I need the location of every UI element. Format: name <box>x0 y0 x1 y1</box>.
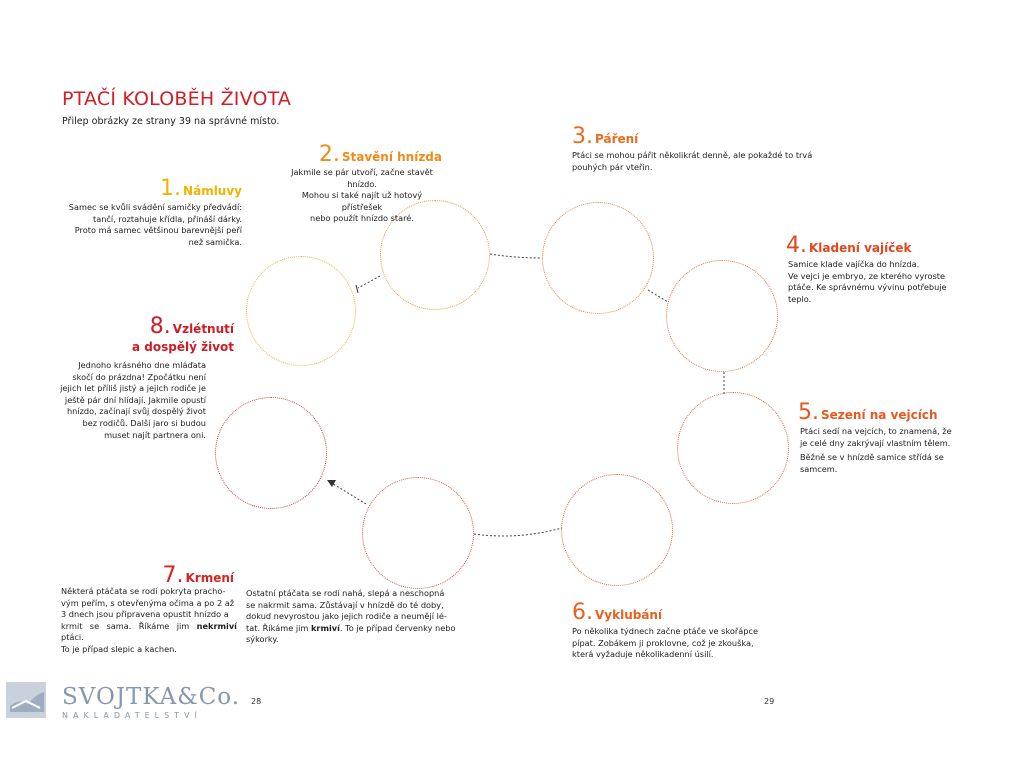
text-line: bez rodičů. Další jaro si budou <box>82 417 206 428</box>
stage-5-text <box>800 426 952 475</box>
connector-6-7 <box>474 528 562 536</box>
text-line: Jakmile se pár utvoří, začne stavět hnízdo. <box>291 167 433 189</box>
text-line: Mohou si také najít už hotový přístřešek <box>301 190 423 212</box>
text-line: vým peřím, s otevřenýma očima a po 2 až <box>61 597 235 608</box>
text-line: tančí, roztahuje křídla, přináší dárky. <box>93 213 242 224</box>
text-line: skočí do prázdna! Zpočátku není <box>72 371 206 382</box>
stage-7-number: 7. <box>162 563 184 588</box>
text-line: nebo použít hnízdo staré. <box>310 213 414 224</box>
stage-6-title <box>572 600 662 625</box>
stage-6-text <box>572 626 758 661</box>
stage-2-number: 2. <box>318 142 340 167</box>
text-line: samcem. <box>800 463 838 474</box>
text-line <box>246 623 455 635</box>
stage-3-number: 3. <box>572 124 593 149</box>
arrow-head-1 <box>356 285 358 293</box>
stage-3-text <box>572 150 812 173</box>
text-line: Ptáci sedí na vejcích, to znamená, že <box>800 426 952 436</box>
text-fragment: ptáci. <box>61 632 84 643</box>
stage-8-title <box>132 314 234 356</box>
stage-8-name-line1: Vzlétnutí <box>172 322 234 336</box>
text-line: je celé dny zakrývají vlastním tělem. <box>800 437 951 448</box>
stage-2-name: Stavění hnízda <box>341 150 442 164</box>
text-line: 3 dnech jsou připravena opustit hnízdo a <box>61 609 229 620</box>
text-bold-term: nekrmiví <box>196 620 237 631</box>
stage-8-text <box>60 360 206 441</box>
text-line: Ostatní ptáčata se rodí nahá, slepá a neschopná <box>246 588 445 598</box>
text-line: Běžně se v hnízdě samice střídá se <box>800 452 944 463</box>
stage-3-title <box>572 124 638 149</box>
stage-7-name: Krmení <box>185 571 234 585</box>
stage-5-name: Sezení na vejcích <box>821 408 938 422</box>
text-line: se nakrmit sama. Zůstávají v hnízdě do té doby, <box>246 599 444 610</box>
text-line: pouhých pár vteřin. <box>572 161 653 172</box>
text-line: Samec se kvůli svádění samičky předvádí: <box>68 202 242 212</box>
text-line: Proto má samec většinou barevnější peří <box>74 225 242 236</box>
text-line: To je případ slepic a kachen. <box>61 643 177 654</box>
publisher-logo-sub: NAKLADATELSTVÍ <box>62 711 202 720</box>
stage-6-number: 6. <box>572 600 593 625</box>
stage-3-name: Páření <box>595 132 639 146</box>
text-line: pípat. Zobákem ji proklovne, což je zkouška, <box>572 637 754 648</box>
text-line: Některá ptáčata se rodí pokryta pracho- <box>61 586 226 596</box>
stage-7b-text <box>246 588 455 646</box>
connector-3-4 <box>648 290 668 302</box>
text-line: než samička. <box>188 236 242 247</box>
text-line: Samice klade vajíčka do hnízda. <box>788 259 920 269</box>
stage-5-number: 5. <box>798 400 819 425</box>
stage-4-number: 4. <box>786 233 807 258</box>
text-line: ptáče. Ke správnému vývinu potřebuje <box>788 282 947 293</box>
text-fragment: tat. Říkáme jim <box>246 622 309 633</box>
connector-2-1 <box>358 276 380 288</box>
text-line: hnízdo, začínají svůj dospělý život <box>66 406 206 417</box>
stage-8-number: 8. <box>149 314 171 339</box>
text-line: Jednoho krásného dne mláďata <box>78 360 206 370</box>
text-line: muset najít partnera oni. <box>104 429 206 440</box>
text-line <box>61 621 237 644</box>
page-title: PTAČÍ KOLOBĚH ŽIVOTA <box>62 88 292 110</box>
connector-2-3 <box>490 254 542 258</box>
stage-1-text <box>69 202 242 248</box>
stage-4-title <box>786 233 911 258</box>
text-line: ještě pár dní hlídají. Jakmile opustí <box>64 394 206 405</box>
stage-1-title <box>160 176 242 201</box>
text-fragment: . To je případ červenky nebo <box>339 622 456 633</box>
text-fragment: krmit se sama. Říkáme jim <box>61 620 190 631</box>
stage-4-text <box>788 259 947 305</box>
publisher-logo-icon <box>6 682 46 718</box>
stage-1-number: 1. <box>160 176 182 201</box>
text-line: jejich let příliš jistý a jejich rodiče je <box>60 383 206 394</box>
connector-7-8 <box>330 482 366 504</box>
stage-4-name: Kladení vajíček <box>809 241 912 255</box>
page-number-right: 29 <box>764 697 775 706</box>
stage-2-text <box>282 167 442 225</box>
stage-8-title-line1 <box>132 314 234 339</box>
stage-6-name: Vyklubání <box>595 608 663 622</box>
text-line: která vyžaduje několikadenní úsilí. <box>572 649 714 660</box>
text-bold-term: krmiví <box>310 622 340 633</box>
stage-7-text <box>61 586 237 656</box>
text-line: sýkorky. <box>246 634 279 645</box>
stage-2-title <box>319 142 442 167</box>
text-line: Po několika týdnech začne ptáče ve skořápce <box>572 626 759 636</box>
stage-8-name-line2: a dospělý život <box>132 340 234 354</box>
arrow-head-8 <box>327 480 336 487</box>
text-line: Ve vejci je embryo, ze kterého vyroste <box>788 270 946 281</box>
text-line: teplo. <box>788 293 812 304</box>
text-line: Ptáci se mohou pářit několikrát denně, ale pokaždé to trvá <box>572 150 813 160</box>
text-line: dokud nevyrostou jako jejich rodiče a neumějí lé- <box>246 611 447 622</box>
page-number-left: 28 <box>251 697 262 706</box>
page-subtitle: Přilep obrázky ze strany 39 na správné místo. <box>62 116 280 127</box>
stage-7-title <box>162 563 234 588</box>
stage-5-title <box>798 400 938 425</box>
stage-1-name: Námluvy <box>183 184 242 198</box>
publisher-logo-name: SVOJTKA&Co. <box>62 684 241 710</box>
